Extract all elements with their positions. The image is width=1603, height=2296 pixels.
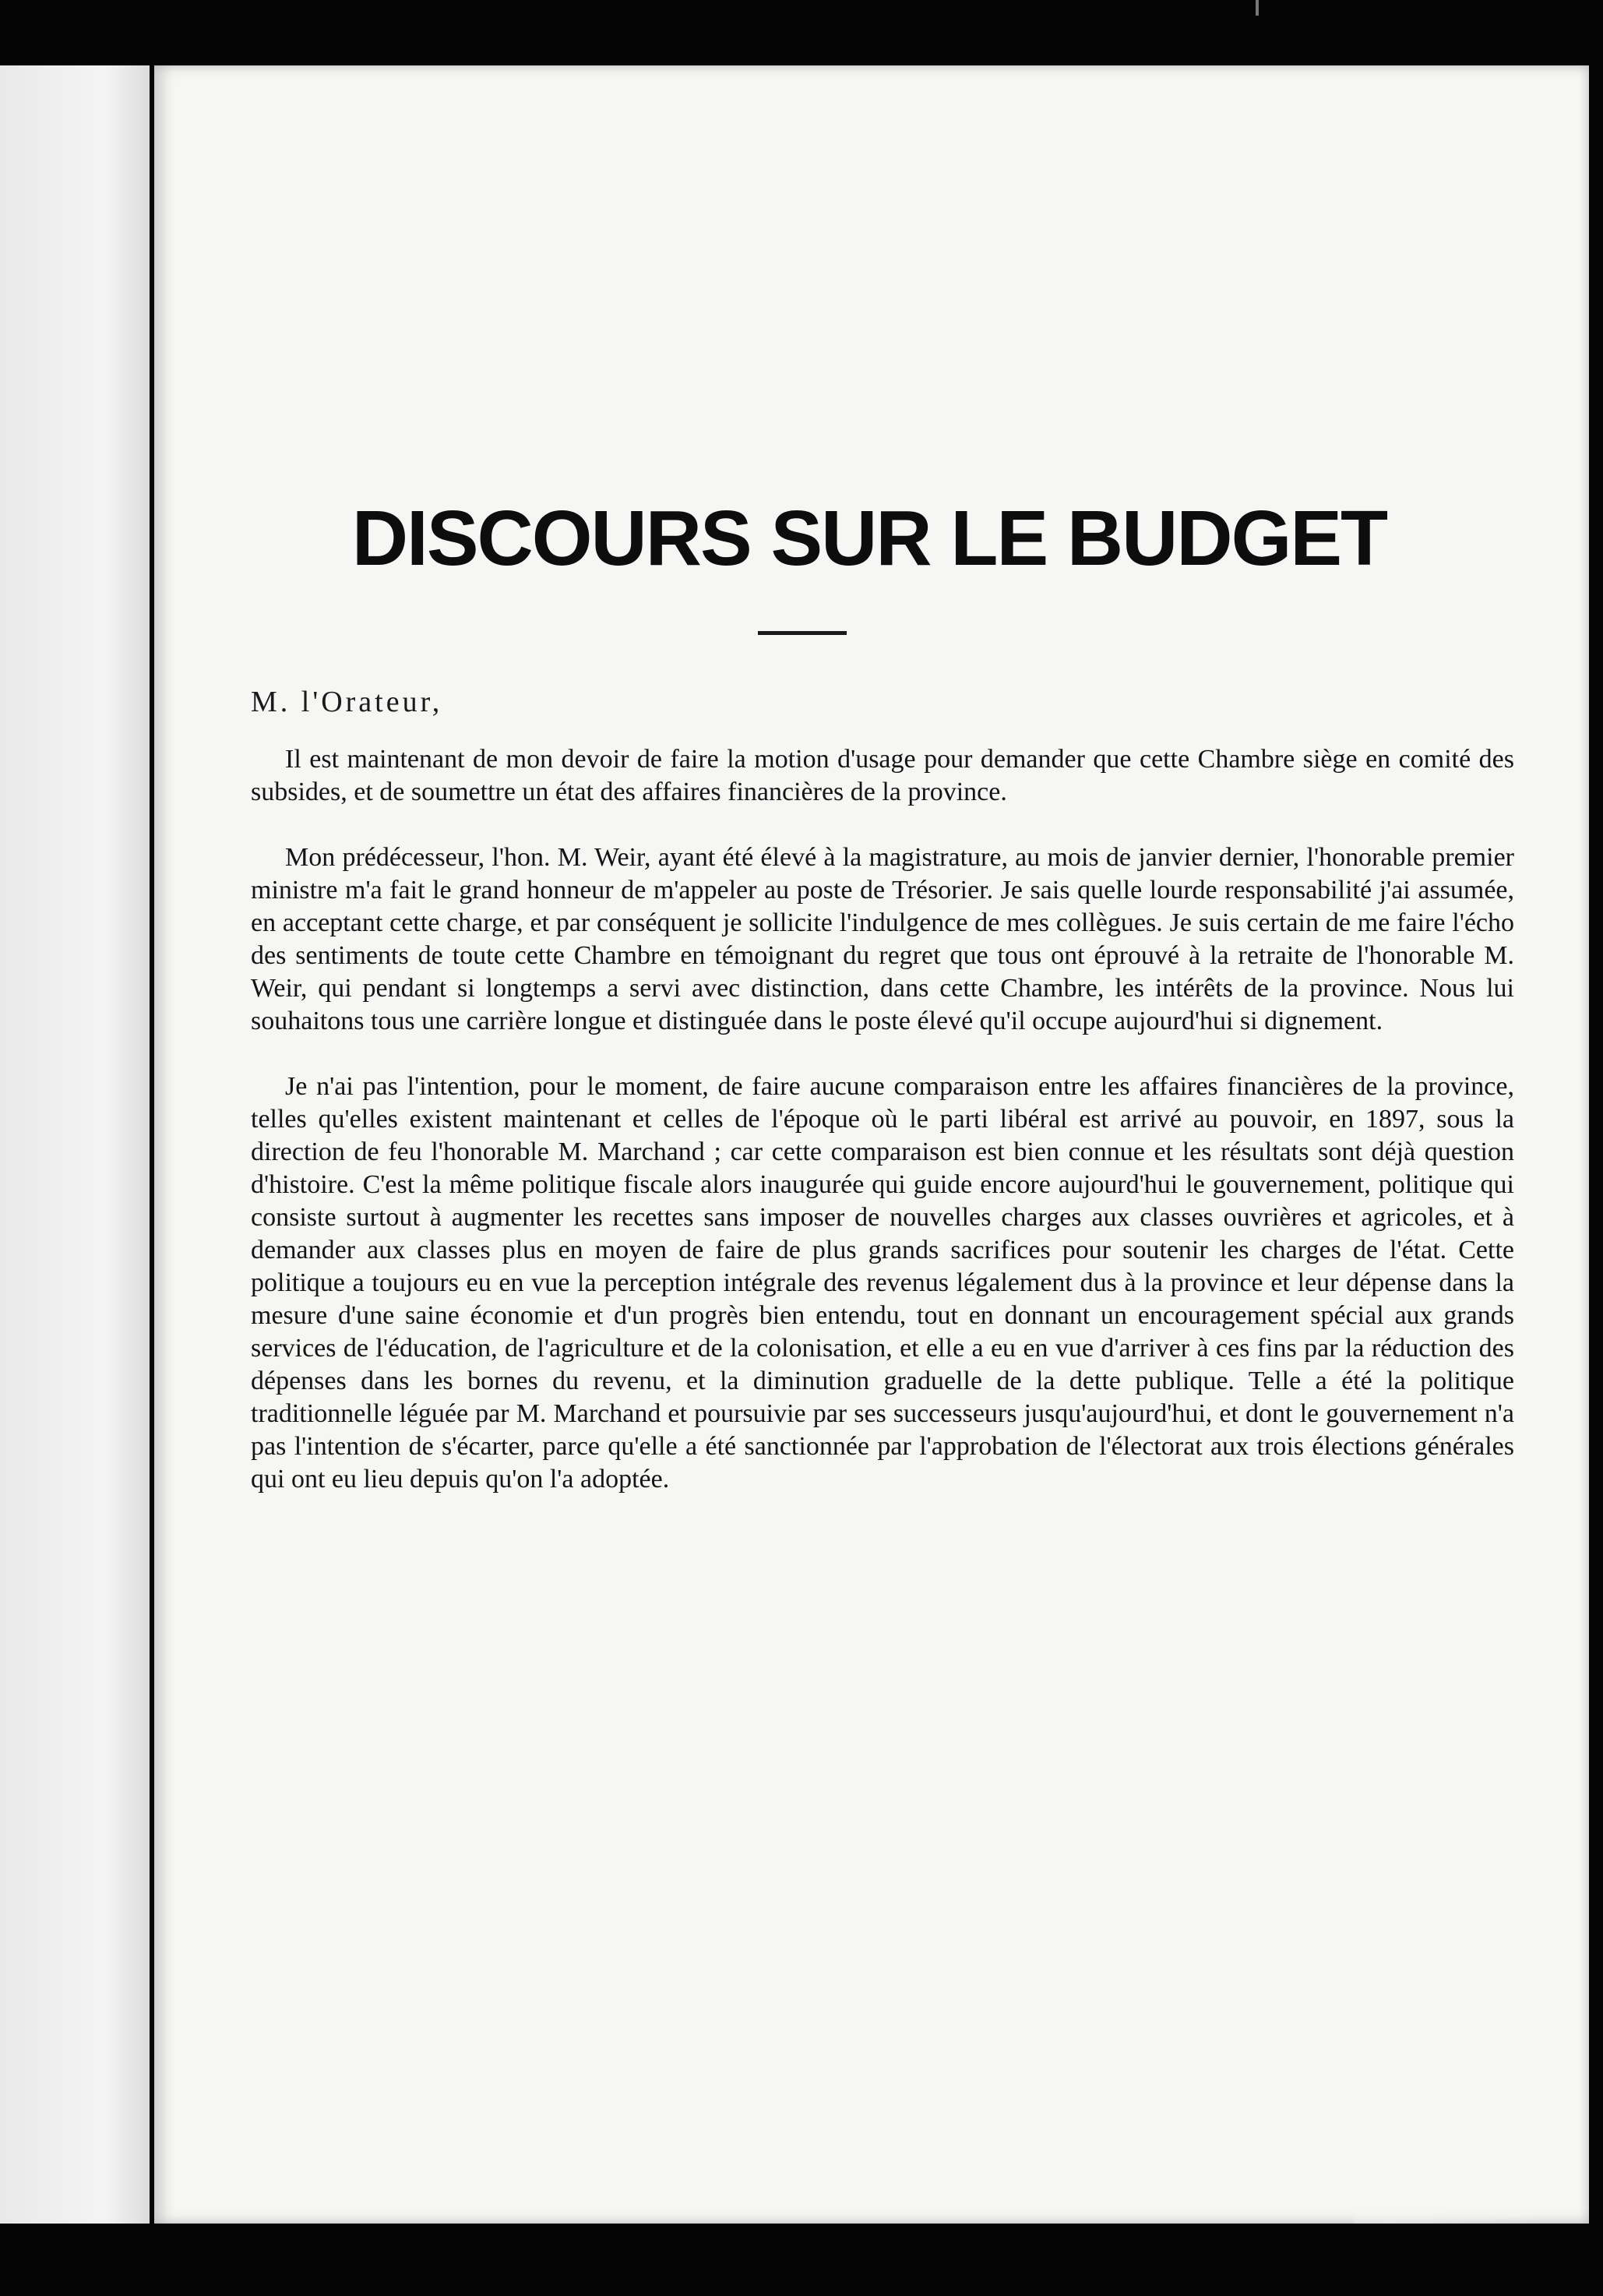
document-page	[154, 65, 1589, 2224]
paragraph-3: Je n'ai pas l'intention, pour le moment, de faire aucune comparaison entre les affaires financières de la province, telles qu'elles existent maintenant et celles de l'époque où le parti libéral est arrivé au pouvoir, en 1897, sous la direction de feu l'honorable M. Marchand ; car cette comparaison est bien connue et les résultats sont déjà question d'histoire. C'est la même politique fiscale alors inaugurée qui guide encore aujourd'hui le gouvernement, politique qui consiste surtout à augmenter les recettes sans imposer de nouvelles charges aux classes ouvrières et agricoles, et à demander aux classes plus en moyen de faire de plus grands sacrifices pour soutenir les charges de l'état. Cette politique a toujours eu en vue la perception intégrale des revenus légalement dus à la province et leur dépense dans la mesure d'une saine économie et d'un progrès bien entendu, tout en donnant un encouragement spécial aux grands services de l'éducation, de l'agriculture et de la colonisation, et elle a eu en vue d'arriver à ces fins par la réduction des dépenses dans les bornes du revenu, et la diminution graduelle de la dette publique. Telle a été la politique traditionnelle léguée par M. Marchand et poursuivie par ses successeurs jusqu'aujourd'hui, et dont le gouvernement n'a pas l'intention de s'écarter, parce qu'elle a été sanctionnée par l'approbation de l'électorat aux trois élections générales qui ont eu lieu depuis qu'on l'a adoptée.	[251, 1072, 1514, 1494]
paragraph-1: Il est maintenant de mon devoir de faire la motion d'usage pour demander que cette Chambre siège en comité des subsides, et de soumettre un état des affaires financières de la province.	[251, 745, 1514, 806]
faded-print-area	[1354, 1990, 1541, 2224]
scan-artifact-mark	[1256, 0, 1259, 16]
salutation: M. l'Orateur,	[251, 686, 443, 718]
facing-page-edge	[0, 65, 150, 2224]
page-title: DISCOURS SUR LE BUDGET	[351, 495, 1387, 582]
title-divider	[758, 631, 847, 635]
paragraph-2: Mon prédécesseur, l'hon. M. Weir, ayant été élevé à la magistrature, au mois de janvier dernier, l'honorable premier ministre m'a fait le grand honneur de m'appeler au poste de Trésorier. Je sais quelle lourde responsabilité j'ai assumée, en acceptant cette charge, et par conséquent je sollicite l'indulgence de mes collègues. Je suis certain de me faire l'écho des sentiments de toute cette Chambre en témoignant du regret que tous ont éprouvé à la retraite de l'honorable M. Weir, qui pendant si longtemps a servi avec distinction, dans cette Chambre, les intérêts de la province. Nous lui souhaitons tous une carrière longue et distinguée dans le poste élevé qu'il occupe aujourd'hui si dignement.	[251, 843, 1514, 1035]
body-text	[251, 743, 1514, 1529]
